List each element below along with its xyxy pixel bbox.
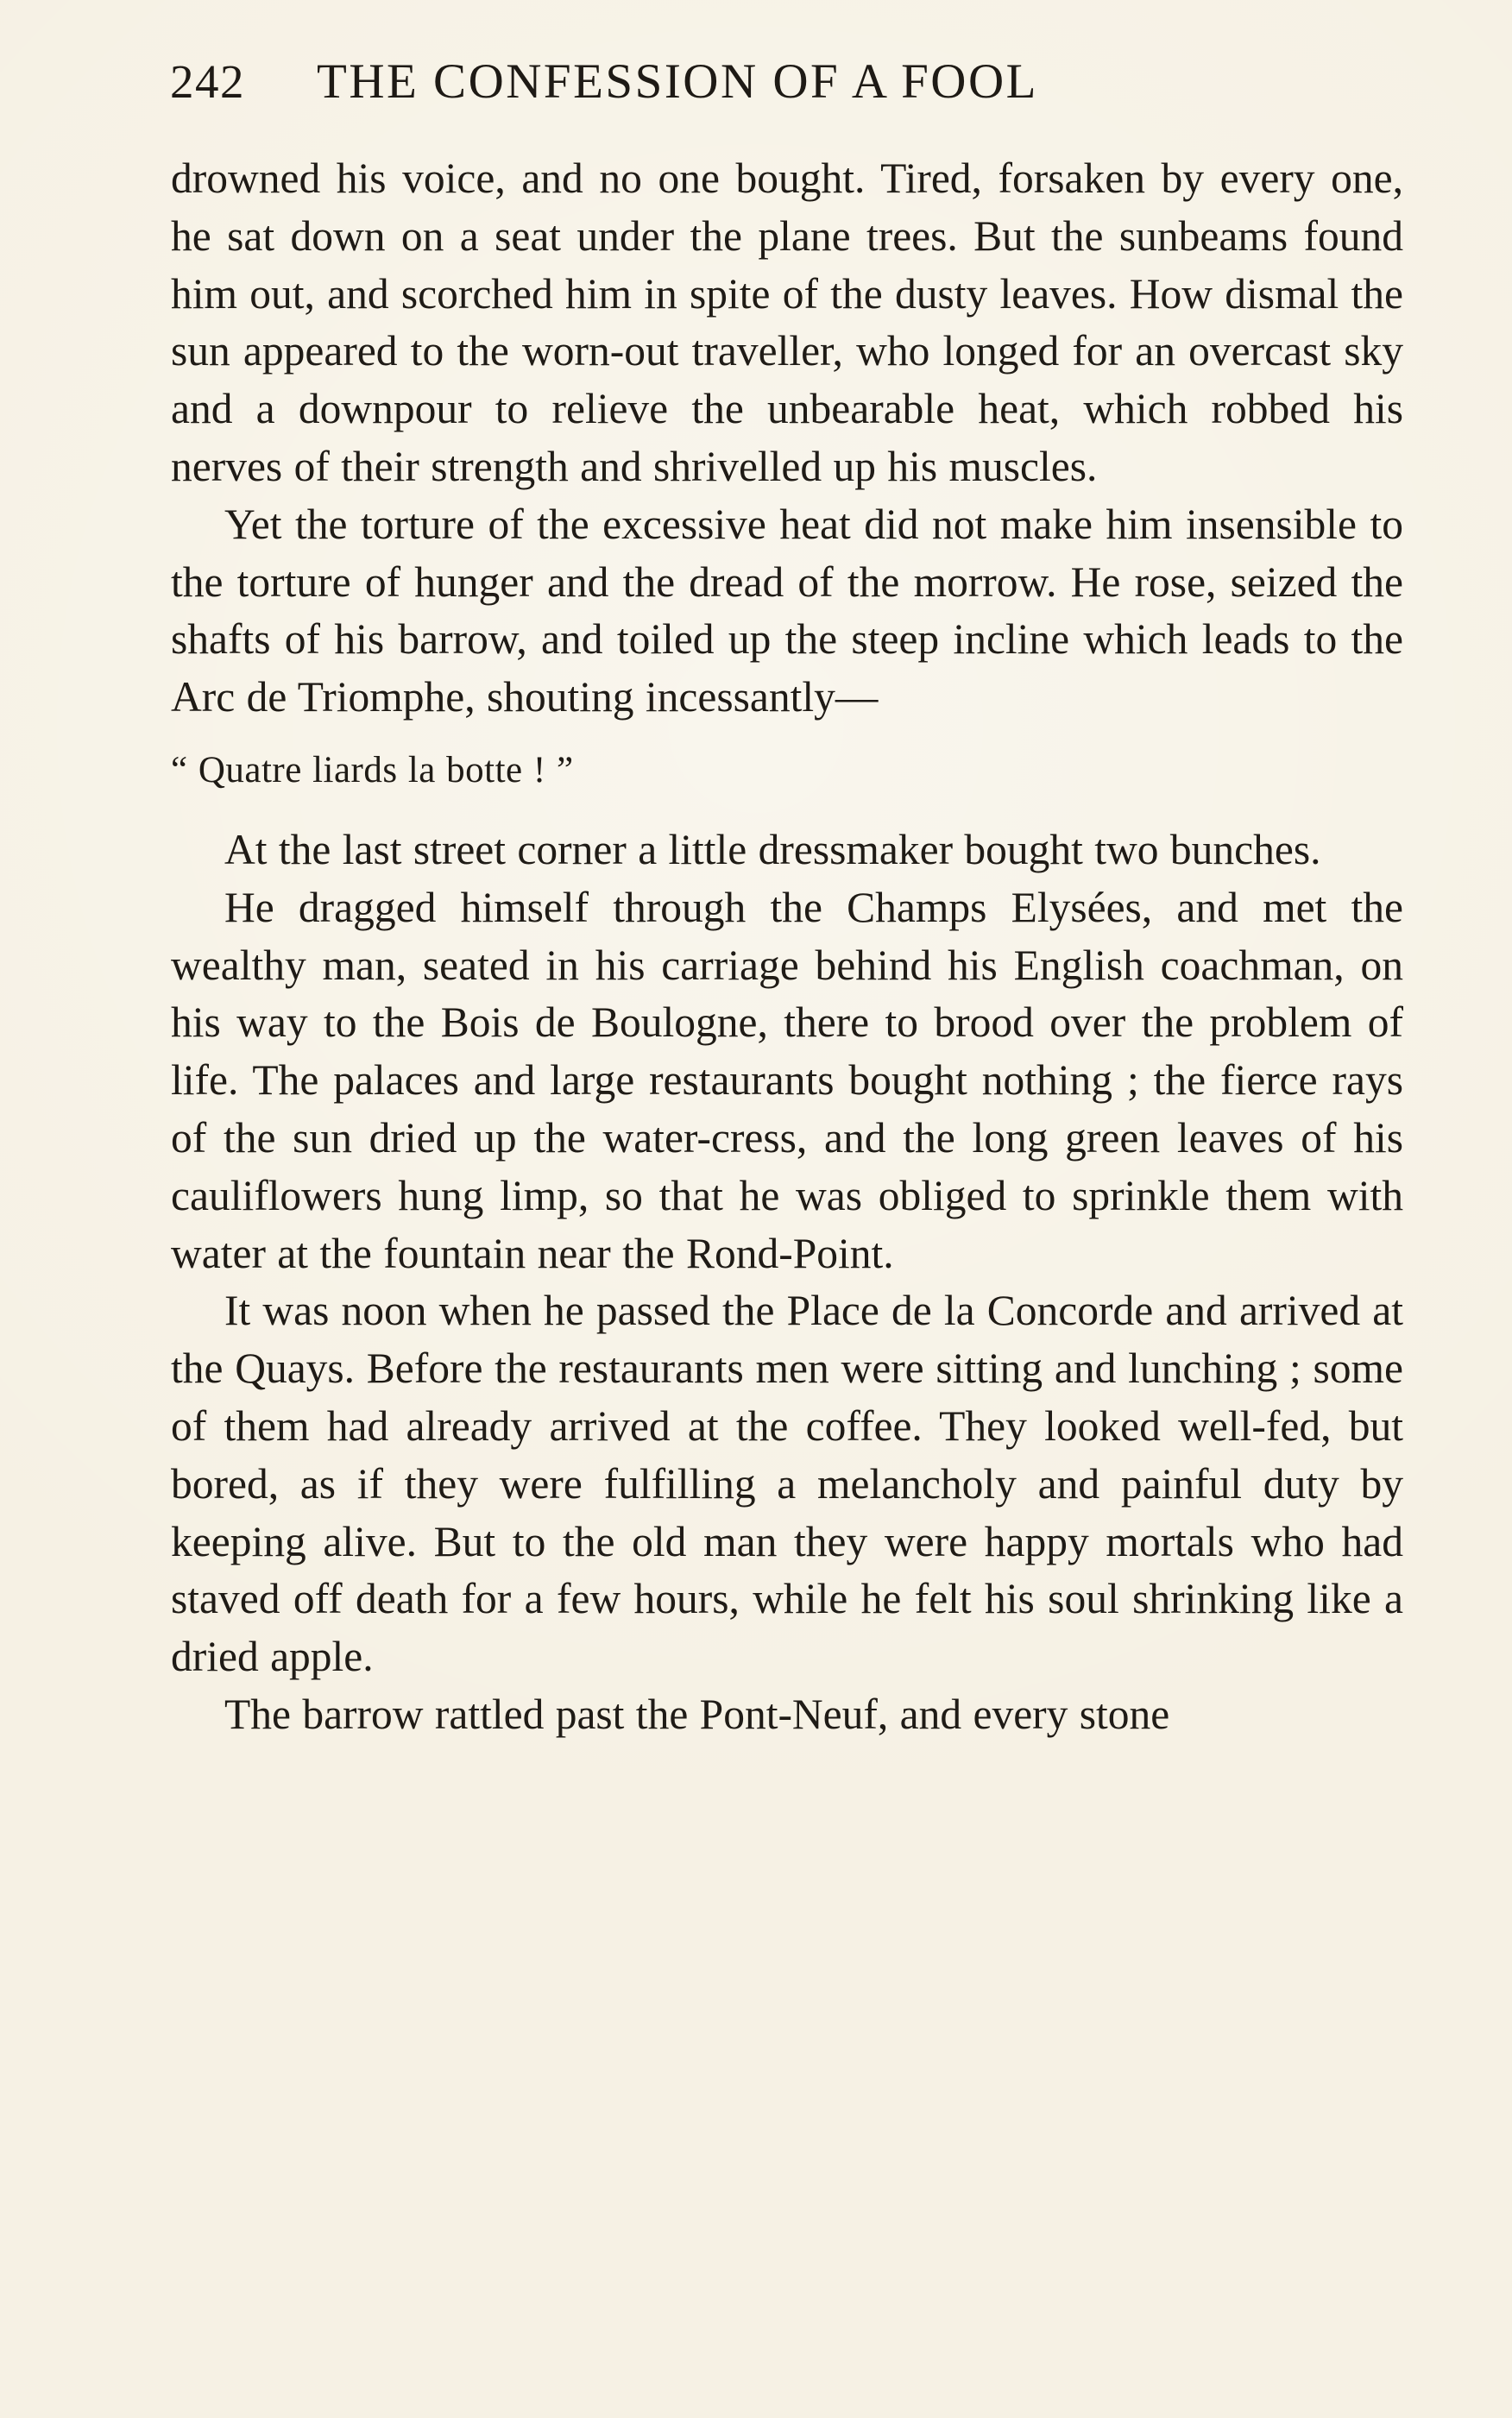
paragraph-noon-quays: It was noon when he passed the Place de la Concorde and arrived at the Quays. Before the restaurants men were sitting and lunching ; some of them had already arrived at the coffee. They looked well-fed, but bored, as if they were fulfilling a melancholy and painful duty by keeping alive. But to the old man they were happy mortals who had staved off death for a few hours, while he felt his soul shrinking like a dried apple. [171,1287,1403,1681]
running-title: THE CONFESSION OF A FOOL [317,54,1038,109]
paragraph-heat-and-hunger: Yet the torture of the excessive heat did not make him insensible to the torture of hunger and the dread of the morrow. He rose, seized the shafts of his barrow, and toiled up the steep incline which leads to the Arc de Triomphe, shouting incessantly— [171,500,1403,721]
street-cry-quote: “ Quatre liards la botte ! ” [171,749,574,790]
paragraph-pont-neuf: The barrow rattled past the Pont-Neuf, and every stone [224,1690,1170,1738]
paragraph-champs-elysees: He dragged himself through the Champs Elysées, and met the wealthy man, seated in his carriage behind his English coachman, on his way to the Bois de Boulogne, there to brood over the problem of life. The palaces and large restaurants bought nothing ; the fierce rays of the sun dried up the water-cress, and the long green leaves of his cauliflowers hung limp, so that he was obliged to sprinkle them with water at the fountain near the Rond-Point. [171,883,1403,1277]
paragraph-dressmaker: At the last street corner a little dressmaker bought two bunches. [224,825,1321,873]
running-head [170,54,1404,114]
page-number: 242 [170,55,245,108]
body-text [171,150,1403,1744]
paragraph-continuation: drowned his voice, and no one bought. Tired, forsaken by every one, he sat down on a seat under the plane trees. But the sunbeams found him out, and scorched him in spite of the dusty leaves. How dismal the sun appeared to the worn-out traveller, who longed for an overcast sky and a downpour to relieve the unbearable heat, which robbed his nerves of their strength and shrivelled up his muscles. [171,154,1403,490]
